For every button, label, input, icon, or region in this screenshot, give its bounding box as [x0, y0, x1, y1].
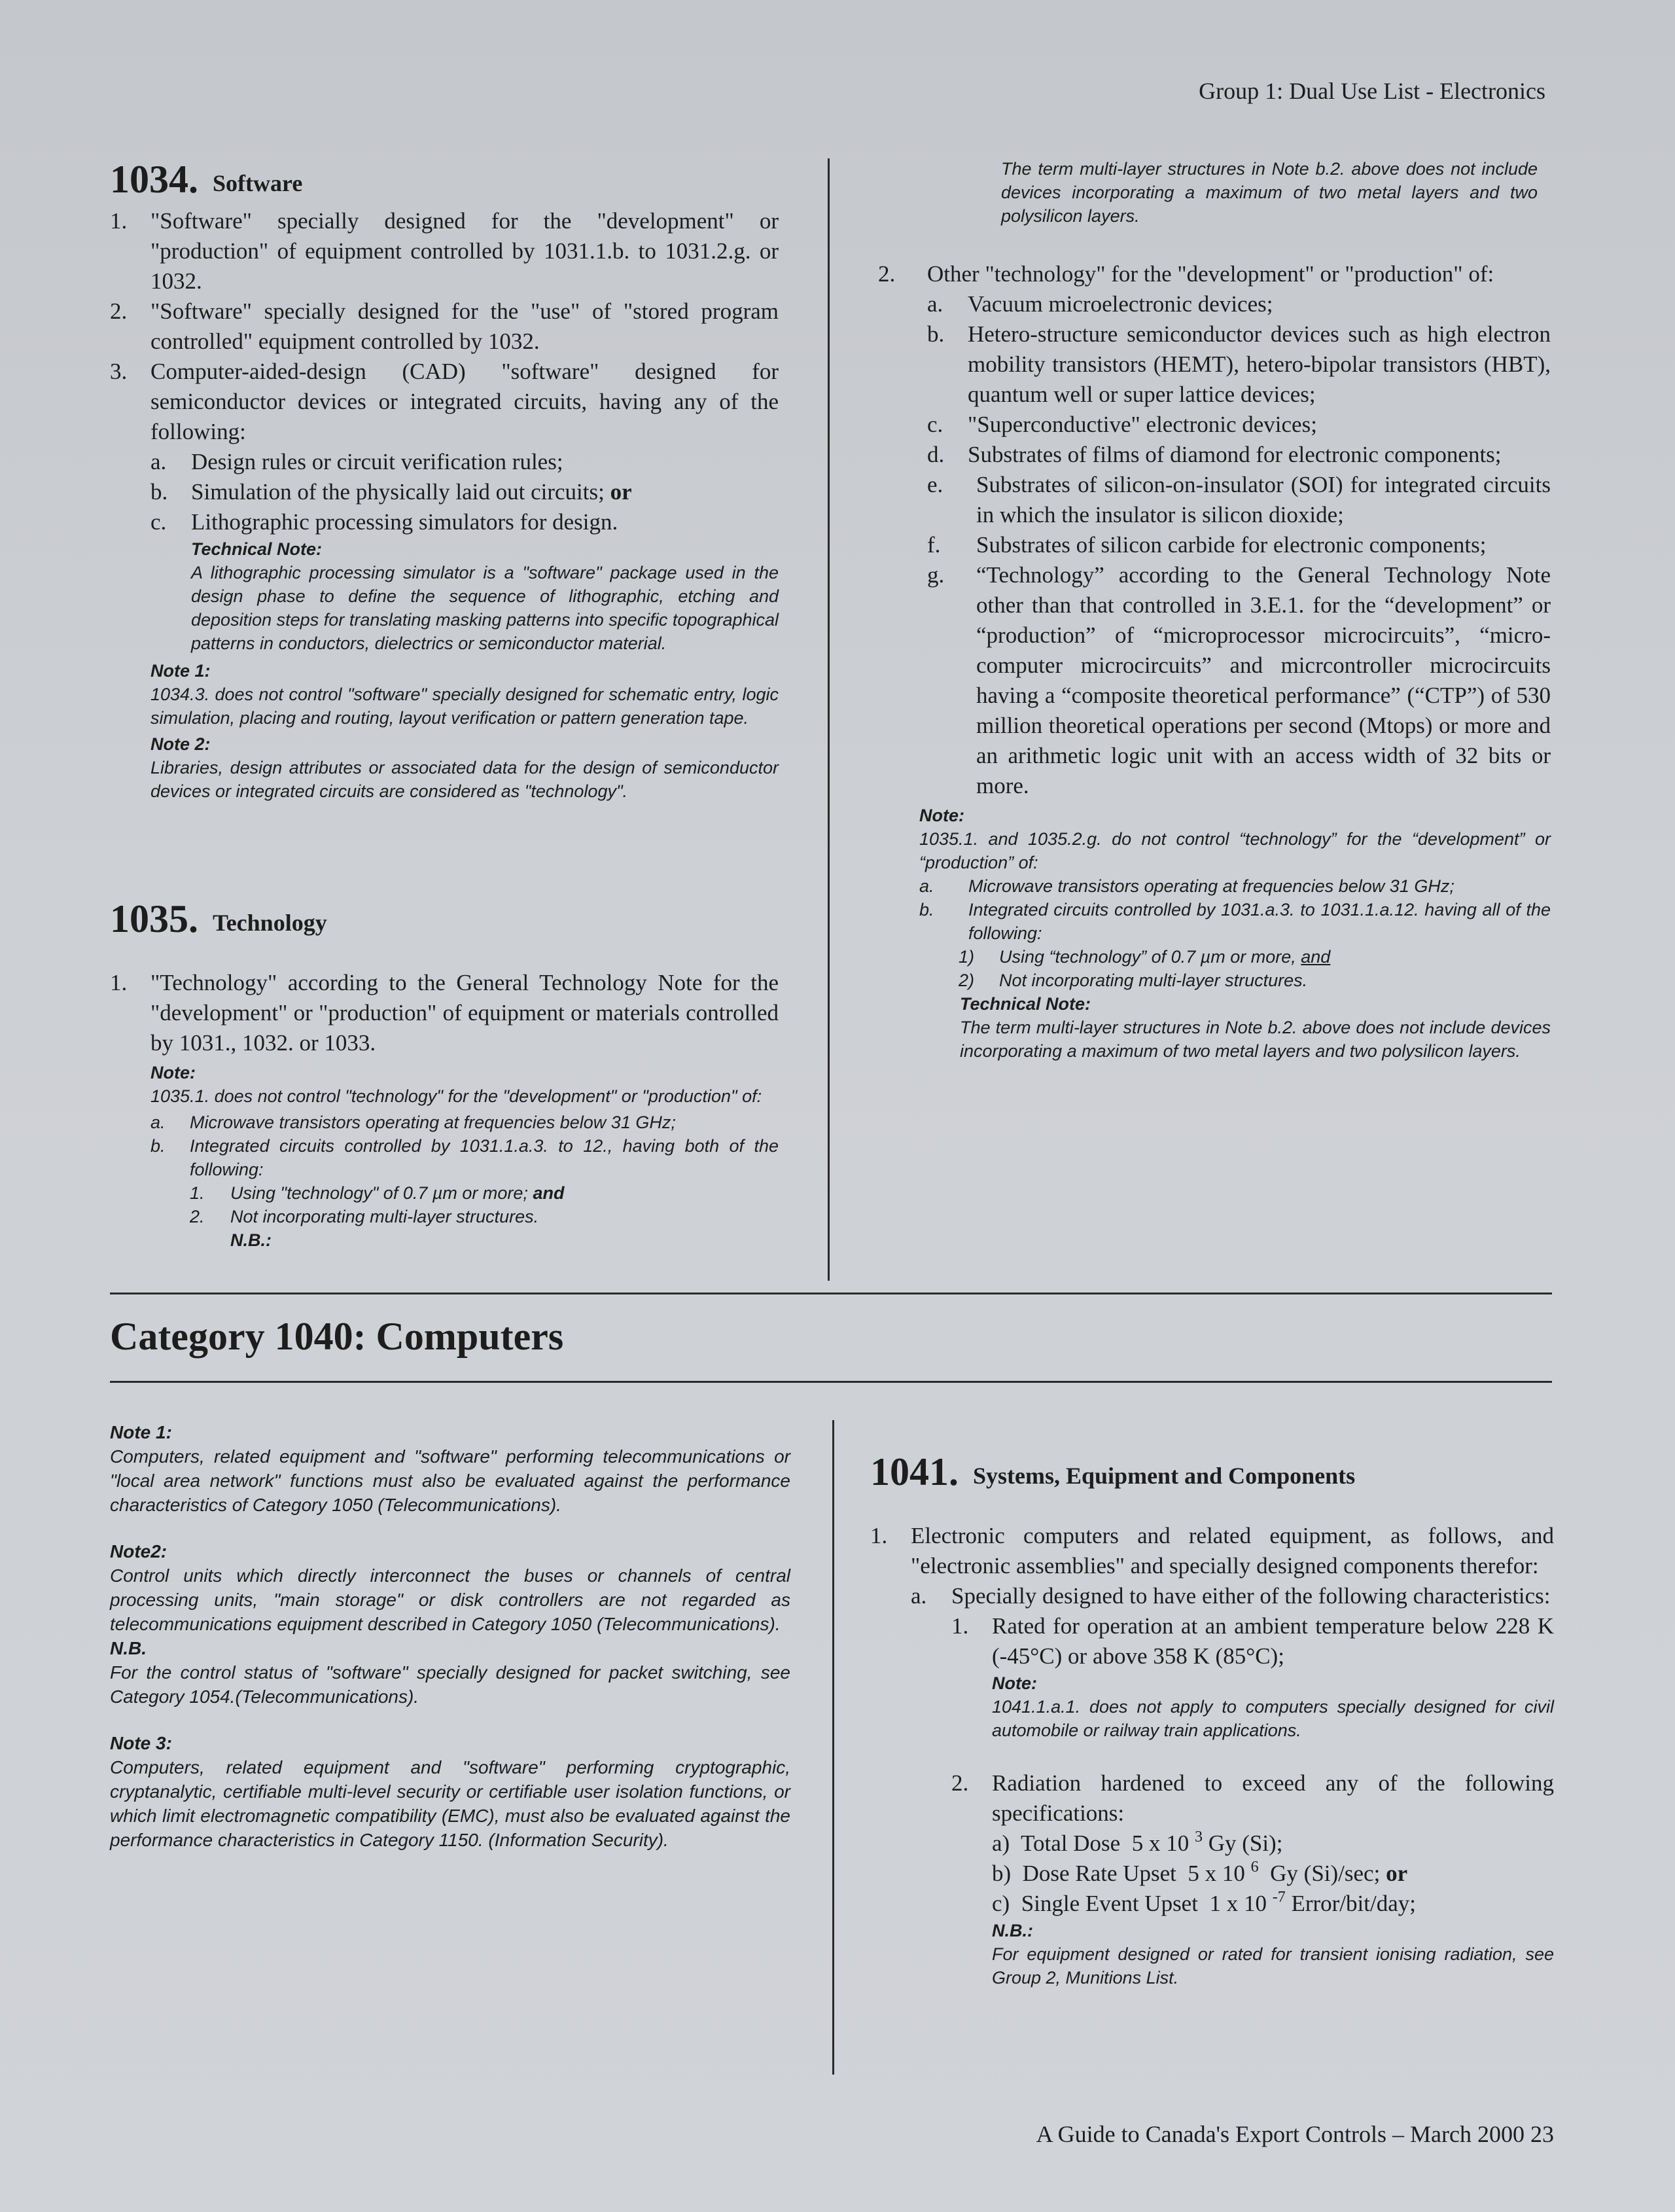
column-divider [828, 158, 830, 1281]
list-item: c. "Superconductive" electronic devices; [927, 412, 1317, 437]
note-2: Note2: Control units which directly interconnect the buses or channels of central processing units, "main storage" or disk controllers are not regarded as telecommunications equipment described in Category 1050 (Telecommunications). N.B. For the control status of "software" specially designed for packet switching, see Category 1054.(Telecommunications). [110, 1541, 790, 1707]
list-item: 2. Other "technology" for the "development" or "production" of: [878, 261, 1494, 287]
section-1035 [110, 897, 779, 1252]
list-item: 1. Electronic computers and related equipment, as follows, and "electronic assemblies" and specially designed components therefor: [870, 1523, 1554, 1579]
list-item: c. Lithographic processing simulators for design. [150, 509, 618, 535]
list-item: a. Design rules or circuit verification rules; [150, 449, 563, 474]
radiation-specs [992, 1828, 1554, 1919]
note-1: Note 1: 1034.3. does not control "software" specially designed for schematic entry, logic simulation, placing and routing, layout verification or pattern generation tape. [150, 661, 779, 728]
list-item: 2. "Software" specially designed for the "use" of "stored program controlled" equipment controlled by 1032. [110, 298, 779, 354]
list-item: g. “Technology” according to the General Technology Note other than that controlled in 3.E.1. for the “development” or “production” of “microprocessor microcircuits”, “micro-computer microcircuits” and micrcontroller microcircuits having a “composite theoretical performance” (“CTP”) of 530 million theoretical operations per second (Mtops) or more and an arithmetic logic unit with an access width of 32 bits or more. [927, 562, 1551, 798]
section-heading: 1041. Systems, Equipment and Components [870, 1450, 1356, 1493]
note: Note: 1035.1. does not control "technology" for the "development" or "production" of: a. Microwave transistors operating at frequencies below 31 GHz; b. Integrated circuits controlled by 1031.1.a.3. to 12., having both of the following: 1. Using "technology" of 0.7 µm or more; and 2. Not incorporating multi-layer structures. N.B.: [150, 1063, 779, 1250]
note: Note: 1041.1.a.1. does not apply to computers specially designed for civil automobile or railway train applications. [992, 1673, 1554, 1740]
section-heading: 1035. Technology [110, 897, 327, 940]
section-1034 [110, 157, 779, 803]
spec-row: c) Single Event Upset 1 x 10 $^{-7}$ Error/bit/day; [992, 1889, 1416, 1916]
technical-note: Technical Note: A lithographic processing simulator is a "software" package used in the design phase to define the sequence of lithographic, etching and deposition steps for translating masking patterns into specific topographical patterns in conductors, dielectrics or semiconductor material. [191, 539, 779, 653]
list-item: f. Substrates of silicon carbide for electronic components; [927, 532, 1487, 558]
list-item: b. Hetero-structure semiconductor devices such as high electron mobility transistors (HEMT), hetero-bipolar transistors (HBT), quantum well or super lattice devices; [927, 321, 1551, 407]
list-item: 1. "Technology" according to the General Technology Note for the "development" or "production" of equipment or materials controlled by 1031., 1032. or 1033. [110, 970, 779, 1056]
list-item: e. Substrates of silicon-on-insulator (SOI) for integrated circuits in which the insulator is silicon dioxide; [927, 472, 1551, 527]
divider-line [110, 1381, 1552, 1383]
section-heading: 1034. Software [110, 158, 303, 201]
category-title: Category 1040: Computers [110, 1315, 564, 1358]
list-item: a. Specially designed to have either of the following characteristics: [911, 1583, 1551, 1609]
page-footer: A Guide to Canada's Export Controls – March 2000 23 [1036, 2121, 1554, 2147]
nb-note: N.B.: For equipment designed or rated for transient ionising radiation, see Group 2, Munitions List. [992, 1921, 1554, 1988]
list-item: 2. Radiation hardened to exceed any of the following specifications: [951, 1770, 1554, 1826]
note: Note: 1035.1. and 1035.2.g. do not control “technology” for the “development” or “production” of: a. Microwave transistors operating at frequencies below 31 GHz; b. Integrated circuits controlled by 1031.a.3. to 1031.1.a.12. having all of the following: 1) Using “technology” of 0.7 µm or more, and 2) Not incorporating multi-layer structures. Technical Note: The term multi-layer structures in Note b.2. above does not include devices incorporating a maximum of two metal layers and two polysilicon layers. [919, 806, 1551, 1061]
list-item: 1. "Software" specially designed for the "development" or "production" of equipment controlled by 1031.1.b. to 1031.2.g. or 1032. [110, 208, 779, 294]
running-header: Group 1: Dual Use List - Electronics [1199, 78, 1545, 104]
list-item: b. Simulation of the physically laid out circuits; or [150, 479, 632, 505]
section-1034-list [110, 206, 779, 537]
note-1: Note 1: Computers, related equipment and "software" performing telecommunications or "local area network" functions must also be evaluated against the performance characteristics of Category 1050 (Telecommunications). [110, 1422, 790, 1515]
category-1040-notes [110, 1420, 790, 1852]
section-1035-continued [870, 157, 1551, 1063]
list-item: a. Vacuum microelectronic devices; [927, 291, 1273, 317]
column-divider [832, 1420, 834, 2075]
list-item: d. Substrates of films of diamond for electronic components; [927, 442, 1502, 467]
list-item: 3. Computer-aided-design (CAD) "software" designed for semiconductor devices or integrated circuits, having any of the following: [110, 359, 779, 444]
spec-row: a) Total Dose 5 x 10 $^3$ Gy (Si); [992, 1828, 1283, 1856]
section-1041 [870, 1450, 1554, 1989]
spec-row: b) Dose Rate Upset 5 x 10 $^6$ Gy (Si)/sec; or [992, 1859, 1408, 1886]
nb-continued-text: The term multi-layer structures in Note b.2. above does not include devices incorporating a maximum of two metal layers and two polysilicon layers. [1001, 159, 1538, 226]
divider-line [110, 1293, 1552, 1294]
list-item: 1. Rated for operation at an ambient temperature below 228 K (-45°C) or above 358 K (85°C); [951, 1613, 1554, 1669]
note-2: Note 2: Libraries, design attributes or associated data for the design of semiconductor devices or integrated circuits are considered as "technology". [150, 734, 779, 801]
note-3: Note 3: Computers, related equipment and "software" performing cryptographic, cryptanalytic, certifiable multi-level security or certifiable user isolation functions, or which limit electromagnetic compatibility (EMC), must also be evaluated against the performance characteristics in Category 1150. (Information Security). [110, 1733, 790, 1850]
